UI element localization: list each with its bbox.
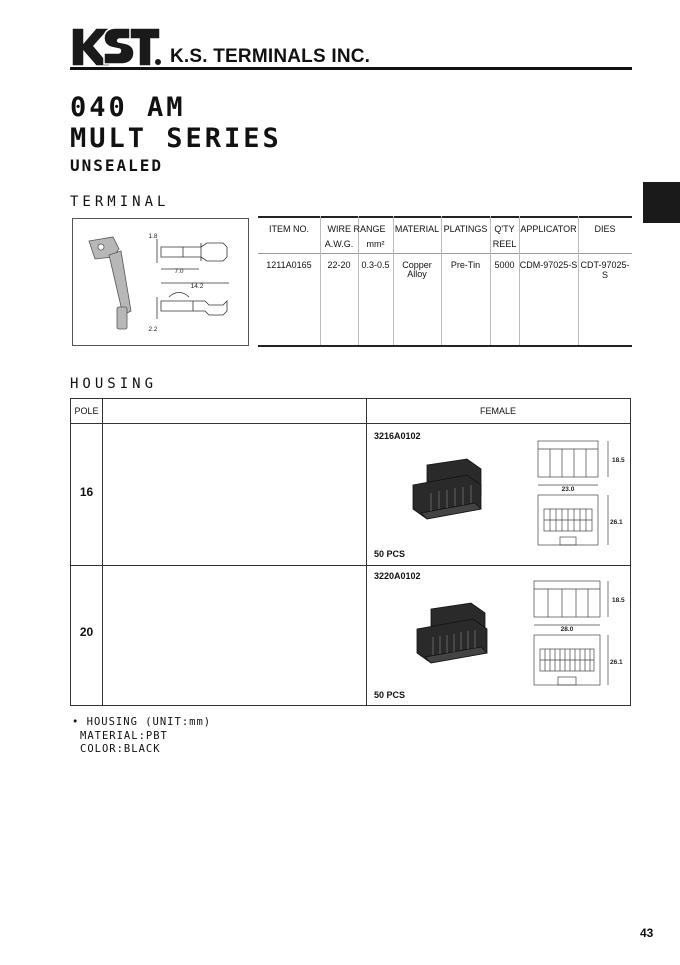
pole-16: 16 (79, 485, 94, 499)
housing-section-label: HOUSING (70, 376, 158, 392)
cell-qty: 5000 (494, 260, 515, 270)
housing-20-photo (413, 601, 493, 673)
cell-platings: Pre-Tin (450, 260, 481, 270)
note-material: MATERIAL:PBT (80, 730, 168, 742)
pole-20: 20 (79, 625, 94, 639)
header-female: FEMALE (479, 406, 516, 416)
header-platings: PLATINGS (443, 224, 488, 234)
header-applicator: APPLICATOR (520, 224, 577, 234)
page-subtitle: UNSEALED (70, 156, 164, 175)
terminal-section-label: TERMINAL (70, 194, 170, 210)
header-mm2: mm² (366, 239, 385, 249)
cell-applicator: CDM-97025-S (519, 260, 578, 270)
header-dies: DIES (594, 224, 616, 234)
dim-w-20: 28.0 (560, 626, 574, 633)
dim-d-20: 26.1 (610, 659, 623, 666)
cell-mm2: 0.3-0.5 (361, 260, 390, 270)
dim-w-16: 23.0 (561, 486, 575, 493)
header-pole: POLE (74, 406, 99, 416)
note-color: COLOR:BLACK (80, 743, 161, 755)
housing-16-drawing (526, 433, 626, 559)
dim-7-0: 7.0 (174, 268, 184, 275)
qty-3216: 50 PCS (374, 549, 406, 559)
dim-14-2: 14.2 (190, 283, 204, 290)
part-no-3216: 3216A0102 (374, 431, 421, 441)
cell-awg: 22-20 (327, 260, 351, 270)
housing-table (70, 398, 631, 706)
cell-item-no: 1211A0165 (266, 260, 312, 270)
qty-3220: 50 PCS (374, 690, 406, 700)
dim-h-16: 18.5 (612, 457, 625, 464)
cell-material-2: Alloy (407, 269, 427, 279)
company-name: K.S. TERMINALS INC. (170, 46, 371, 67)
dim-d-16: 26.1 (610, 519, 623, 526)
header-awg: A.W.G. (324, 239, 354, 249)
housing-16-photo (407, 457, 487, 529)
dim-h-20: 18.5 (612, 597, 625, 604)
terminal-drawing-graphic (73, 219, 248, 345)
terminal-spec-table (258, 216, 632, 347)
header-reel: REEL (492, 239, 517, 249)
side-index-tab (643, 182, 680, 223)
header-qty: Q'TY (494, 224, 515, 234)
header-wire-range: WIRE RANGE (327, 224, 386, 234)
header-material: MATERIAL (394, 224, 440, 234)
page-title-line-1: 040 AM (70, 92, 186, 123)
header-item-no: ITEM NO. (269, 224, 309, 234)
page-title-line-2: MULT SERIES (70, 123, 282, 154)
kst-logo (70, 24, 162, 68)
housing-20-drawing (526, 573, 626, 699)
part-no-3220: 3220A0102 (374, 571, 421, 581)
cell-dies: CDT-97025-S (580, 260, 630, 280)
dim-2-2: 2.2 (148, 326, 158, 333)
terminal-drawing (72, 218, 249, 346)
dim-1-8: 1.8 (148, 233, 158, 240)
header-rule (70, 67, 632, 70)
cell-material-1: Copper (402, 260, 432, 270)
page-number: 43 (640, 926, 654, 940)
note-housing-unit: • HOUSING (UNIT:mm) (72, 716, 212, 728)
